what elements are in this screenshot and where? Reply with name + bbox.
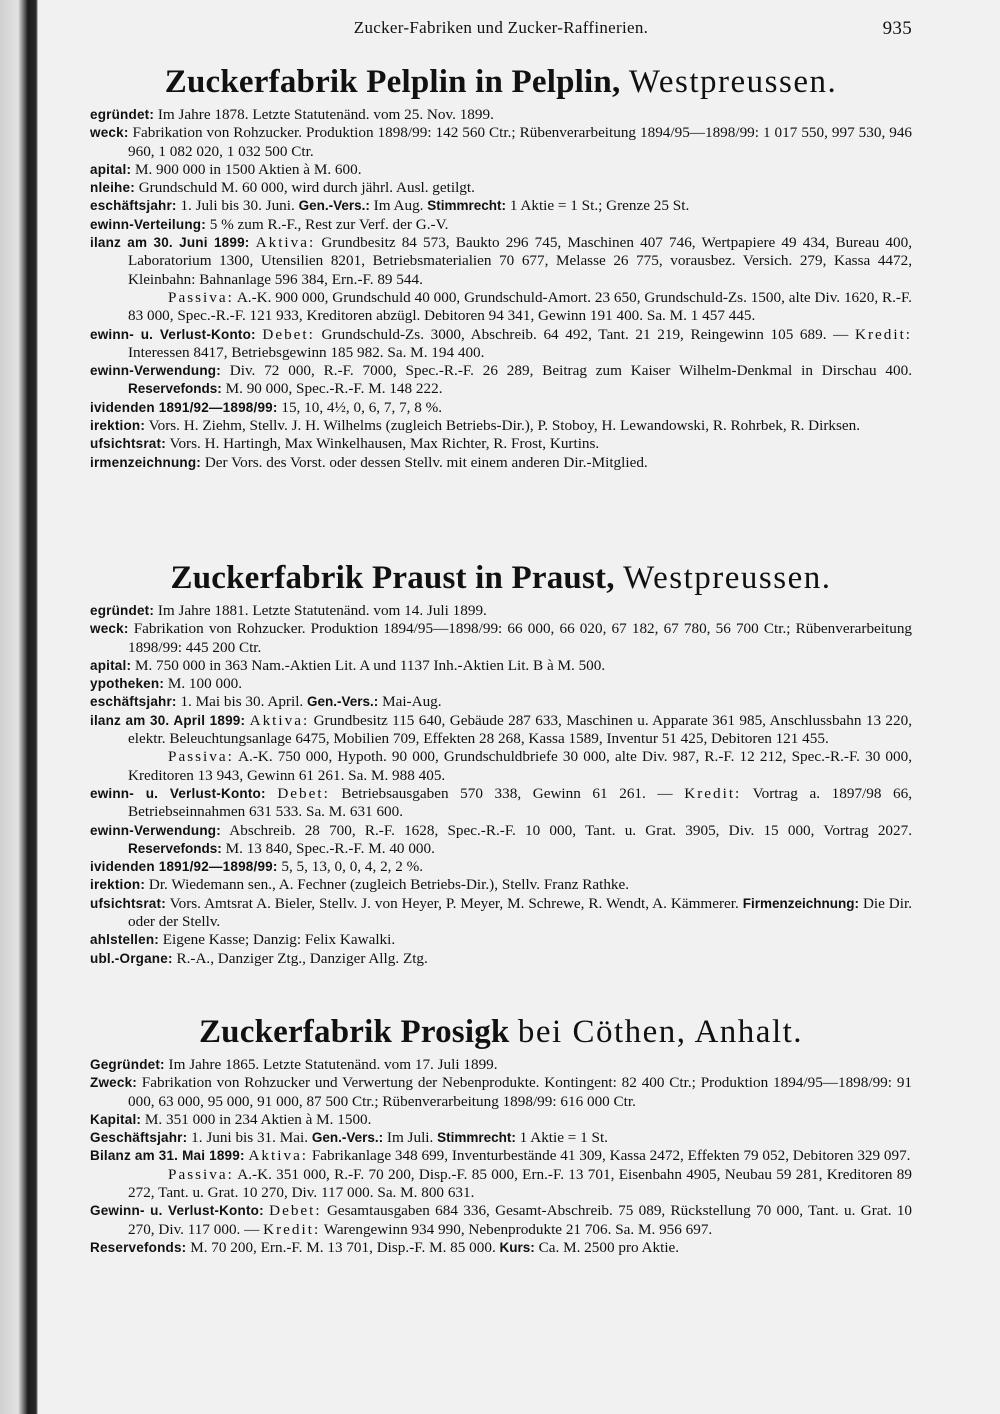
- label: eschäftsjahr:: [90, 198, 177, 214]
- label: Kurs:: [499, 1239, 535, 1255]
- passiva-word: Passiva:: [168, 288, 234, 306]
- pelplin-title: [90, 60, 912, 104]
- pelplin-passiva: [90, 289, 912, 326]
- value: Vors. H. Hartingh, Max Winkelhausen, Max Richter, R. Frost, Kurtins.: [169, 435, 600, 453]
- value: Fabrikation von Rohzucker. Produktion 1894/95—1898/99: 66 000, 66 020, 67 182, 67 780, 56 700 Ctr.; Rübenverarbeitung 1898/99: 445 200 Ctr.: [128, 620, 913, 656]
- label: ahlstellen:: [90, 932, 159, 948]
- kredit-word: Kredit:: [263, 1220, 321, 1238]
- value: Interessen 8417, Betriebsgewinn 185 982. Sa. M. 194 400.: [128, 343, 485, 361]
- value: Grundbesitz 84 573, Baukto 296 745, Maschinen 407 746, Wertpapiere 49 434, Bureau 400, Laboratorium 1300, Utensilien 8201, Betriebsmaterialien 70 677, Melasse 26 775, vorausbez. Versich. 279, Kassa 4472, Kleinbahn: Bahnanlage 596 384, Ern.-F. 89 544.: [128, 234, 913, 288]
- value: Grundschuld-Zs. 3000, Abschreib. 64 492, Tant. 21 219, Reingewinn 105 689. —: [321, 325, 849, 343]
- label: ewinn- u. Verlust-Konto:: [90, 785, 266, 801]
- prosigk-title: [90, 1010, 912, 1054]
- value: Vortrag a. 1897/98 66, Betriebseinnahmen 631 533. Sa. M. 631 600.: [128, 784, 913, 821]
- label: ufsichtsrat:: [90, 895, 166, 911]
- praust-bilanz: [90, 712, 912, 749]
- value: R.-A., Danziger Ztg., Danziger Allg. Ztg.: [176, 949, 428, 967]
- value: Im Jahre 1878. Letzte Statutenänd. vom 25. Nov. 1899.: [157, 106, 494, 123]
- value: M. 351 000 in 234 Aktien à M. 1500.: [144, 1110, 372, 1128]
- value: Fabrikanlage 348 699, Inventurbestände 41 309, Kassa 2472, Effekten 79 052, Debitoren 329 097.: [311, 1147, 911, 1165]
- prosigk-passiva: [90, 1166, 912, 1203]
- kredit-word: Kredit:: [854, 325, 913, 343]
- praust-gegruendet: [90, 602, 912, 620]
- value: 5 % zum R.-F., Rest zur Verf. der G.-V.: [209, 215, 449, 233]
- kredit-word: Kredit:: [684, 784, 742, 802]
- value: Die Dir. oder der Stellv.: [128, 894, 913, 931]
- label: irektion:: [90, 418, 146, 434]
- value: Grundbesitz 115 640, Gebäude 287 633, Maschinen u. Apparate 361 985, Anschlussbahn 13 220, elektr. Beleuchtungsanlage 6475, Mobilien 709, Effekten 28 268, Kassa 1589, Inventur 51 425, Debitoren 121 455.: [128, 711, 912, 748]
- label: ypotheken:: [90, 676, 165, 692]
- value: M. 750 000 in 363 Nam.-Aktien Lit. A und 1137 Inh.-Aktien Lit. B à M. 500.: [134, 656, 606, 674]
- value: Im Juli.: [386, 1129, 434, 1147]
- section-prosigk: [90, 1010, 912, 1257]
- label: ividenden 1891/92—1898/99:: [90, 859, 278, 875]
- book-binding-shadow: [0, 0, 38, 1414]
- value: Div. 72 000, R.-F. 7000, Spec.-R.-F. 26 289, Beitrag zum Kaiser Wilhelm-Denkmal in Dirschau 400.: [229, 362, 913, 380]
- pelplin-bilanz: [90, 234, 912, 289]
- label: ewinn-Verwendung:: [90, 822, 221, 838]
- label: Stimmrecht:: [437, 1130, 516, 1146]
- pelplin-title-location: Westpreussen.: [628, 64, 838, 100]
- label: ewinn-Verwendung:: [90, 363, 221, 379]
- praust-title-main: Zuckerfabrik Praust in Praust,: [170, 560, 615, 596]
- debet-word: Debet:: [269, 1202, 322, 1220]
- label: ubl.-Organe:: [90, 950, 173, 966]
- value: M. 100 000.: [167, 675, 243, 693]
- value: Fabrikation von Rohzucker. Produktion 1898/99: 142 560 Ctr.; Rübenverarbeitung 1894/95—1898/99: 1 017 550, 997 530, 946 960, 1 082 020, 1 032 500 Ctr.: [128, 124, 913, 160]
- praust-direktion: [90, 876, 912, 894]
- pelplin-aufsichtsrat: [90, 435, 912, 453]
- header-title: Zucker-Fabriken und Zucker-Raffinerien.: [353, 18, 649, 37]
- passiva-word: Passiva:: [168, 748, 234, 766]
- praust-dividenden: [90, 858, 912, 876]
- praust-geschaeftsjahr: [90, 693, 912, 711]
- label: Kapital:: [90, 1111, 142, 1127]
- label: Gewinn- u. Verlust-Konto:: [90, 1203, 264, 1219]
- value: Gesamtausgaben 684 336, Gesamt-Abschreib. 75 089, Rückstellung 70 000, Tant. u. Grat. 10 270, Div. 117 000. —: [128, 1202, 913, 1238]
- praust-title: [90, 556, 912, 600]
- value: 15, 10, 4½, 0, 6, 7, 7, 8 %.: [281, 398, 443, 416]
- praust-kapital: [90, 657, 912, 675]
- label: ilanz am 30. Juni 1899:: [90, 235, 250, 251]
- debet-word: Debet:: [262, 325, 315, 343]
- prosigk-guv: [90, 1202, 912, 1239]
- value: Grundschuld M. 60 000, wird durch jährl. Ausl. getilgt.: [138, 179, 475, 197]
- value: Vors. Amtsrat A. Bieler, Stellv. J. von Heyer, P. Meyer, M. Schrewe, R. Wendt, A. Kämmerer.: [169, 894, 739, 912]
- value: 1 Aktie = 1 St.; Grenze 25 St.: [509, 197, 690, 215]
- section-praust: [90, 556, 912, 968]
- prosigk-kapital: [90, 1111, 912, 1129]
- label: ewinn-Verteilung:: [90, 216, 206, 232]
- value: A.-K. 750 000, Hypoth. 90 000, Grundschuldbriefe 30 000, alte Div. 987, R.-F. 12 212, Spec.-R.-F. 30 000, Kreditoren 13 943, Gewinn 61 261. Sa. M. 988 405.: [128, 748, 912, 784]
- value: 1. Mai bis 30. April.: [180, 693, 304, 711]
- value: Abschreib. 28 700, R.-F. 1628, Spec.-R.-F. 10 000, Tant. u. Grat. 3905, Div. 15 000, Vortrag 2027.: [229, 821, 912, 839]
- value: 1 Aktie = 1 St.: [519, 1129, 608, 1147]
- value: Fabrikation von Rohzucker und Verwertung der Nebenprodukte. Kontingent: 82 400 Ctr.; Produktion 1894/95—1898/99: 91 000, 63 000, 95 000, 91 000, 87 500 Ctr.; Rübenverarbeitung 1898/99: 616 000 Ctr.: [128, 1074, 913, 1110]
- label: Reservefonds:: [128, 381, 222, 397]
- value: 1. Juni bis 31. Mai.: [191, 1129, 309, 1147]
- praust-gewinn-verwendung: [90, 822, 912, 859]
- value: Ca. M. 2500 pro Aktie.: [538, 1238, 680, 1256]
- value: Der Vors. des Vorst. oder dessen Stellv. mit einem anderen Dir.-Mitglied.: [204, 453, 648, 471]
- aktiva-word: Aktiva:: [248, 1147, 309, 1165]
- pelplin-guv: [90, 326, 912, 363]
- value: Im Jahre 1881. Letzte Statutenänd. vom 14. Juli 1899.: [157, 602, 487, 619]
- label: Reservefonds:: [90, 1239, 187, 1255]
- label: ilanz am 30. April 1899:: [90, 712, 246, 728]
- page-number: 935: [882, 18, 912, 39]
- label: apital:: [90, 161, 132, 177]
- section-pelplin: [90, 60, 912, 472]
- label: Zweck:: [90, 1075, 137, 1091]
- label: apital:: [90, 657, 132, 673]
- pelplin-gegruendet: [90, 106, 912, 124]
- value: Im Jahre 1865. Letzte Statutenänd. vom 17. Juli 1899.: [168, 1056, 498, 1073]
- prosigk-title-main: Zuckerfabrik Prosigk: [198, 1014, 510, 1050]
- running-header: [90, 18, 912, 42]
- value: M. 90 000, Spec.-R.-F. M. 148 222.: [225, 380, 443, 398]
- value: Vors. H. Ziehm, Stellv. J. H. Wilhelms (zugleich Betriebs-Dir.), P. Stoboy, H. Lewandowski, R. Rohrbek, R. Dirksen.: [148, 417, 861, 435]
- label: weck:: [90, 621, 129, 637]
- label: ewinn- u. Verlust-Konto:: [90, 326, 256, 342]
- value: Eigene Kasse; Danzig: Felix Kawalki.: [162, 931, 396, 949]
- value: Warengewinn 934 990, Nebenprodukte 21 706. Sa. M. 956 697.: [323, 1220, 713, 1238]
- pelplin-title-main: Zuckerfabrik Pelplin in Pelplin,: [164, 64, 621, 100]
- praust-hypotheken: [90, 675, 912, 693]
- pelplin-direktion: [90, 417, 912, 435]
- value: A.-K. 900 000, Grundschuld 40 000, Grundschuld-Amort. 23 650, Grundschuld-Zs. 1500, alte Div. 1620, R.-F. 83 000, Spec.-R.-F. 121 933, Kreditoren abzügl. Debitoren 94 341, Gewinn 191 400. Sa. M. 1 457 445.: [128, 288, 912, 325]
- pelplin-gewinn-verwendung: [90, 362, 912, 399]
- pelplin-zweck: [90, 124, 912, 161]
- label: Reservefonds:: [128, 840, 222, 856]
- prosigk-zweck: [90, 1074, 912, 1111]
- praust-zahlstellen: [90, 931, 912, 949]
- prosigk-geschaeftsjahr: [90, 1129, 912, 1147]
- praust-title-location: Westpreussen.: [623, 560, 832, 596]
- prosigk-bilanz: [90, 1147, 912, 1165]
- praust-passiva: [90, 748, 912, 785]
- label: eschäftsjahr:: [90, 694, 177, 710]
- label: irmenzeichnung:: [90, 454, 202, 470]
- label: Gen.-Vers.:: [311, 1130, 384, 1146]
- pelplin-dividenden: [90, 399, 912, 417]
- value: 5, 5, 13, 0, 0, 4, 2, 2 %.: [281, 858, 424, 876]
- value: 1. Juli bis 30. Juni.: [180, 197, 295, 215]
- label: egründet:: [90, 603, 155, 618]
- praust-guv: [90, 785, 912, 822]
- praust-zweck: [90, 620, 912, 657]
- label: egründet:: [90, 107, 155, 122]
- label: Bilanz am 31. Mai 1899:: [90, 1148, 245, 1164]
- value: M. 70 200, Ern.-F. M. 13 701, Disp.-F. M. 85 000.: [190, 1238, 496, 1256]
- value: Dr. Wiedemann sen., A. Fechner (zugleich Betriebs-Dir.), Stellv. Franz Rathke.: [148, 876, 630, 894]
- pelplin-geschaeftsjahr: [90, 197, 912, 215]
- label: Gegründet:: [90, 1057, 165, 1072]
- label: ufsichtsrat:: [90, 436, 166, 452]
- praust-publ-organe: [90, 950, 912, 968]
- label: Gen.-Vers.:: [298, 198, 370, 214]
- aktiva-word: Aktiva:: [255, 234, 316, 252]
- pelplin-gewinn-verteilung: [90, 216, 912, 234]
- value: Mai-Aug.: [382, 693, 442, 711]
- label: Stimmrecht:: [427, 198, 507, 214]
- label: ividenden 1891/92—1898/99:: [90, 399, 278, 415]
- praust-aufsichtsrat: [90, 895, 912, 932]
- passiva-word: Passiva:: [168, 1165, 234, 1183]
- pelplin-anleihe: [90, 179, 912, 197]
- label: weck:: [90, 125, 129, 141]
- label: Geschäftsjahr:: [90, 1130, 188, 1146]
- label: nleihe:: [90, 180, 135, 196]
- aktiva-word: Aktiva:: [249, 711, 310, 729]
- value: M. 13 840, Spec.-R.-F. M. 40 000.: [225, 839, 435, 857]
- pelplin-kapital: [90, 161, 912, 179]
- prosigk-gegruendet: [90, 1056, 912, 1074]
- pelplin-firmenzeichnung: [90, 454, 912, 472]
- value: M. 900 000 in 1500 Aktien à M. 600.: [134, 160, 362, 178]
- prosigk-reservefonds: [90, 1239, 912, 1257]
- prosigk-title-location: bei Cöthen, Anhalt.: [517, 1014, 804, 1050]
- debet-word: Debet:: [277, 784, 330, 802]
- value: Betriebsausgaben 570 338, Gewinn 61 261. —: [341, 784, 673, 802]
- label: Firmenzeichnung:: [742, 895, 859, 911]
- label: Gen.-Vers.:: [307, 694, 379, 710]
- value: Im Aug.: [373, 197, 424, 215]
- value: A.-K. 351 000, R.-F. 70 200, Disp.-F. 85 000, Ern.-F. 13 701, Eisenbahn 4905, Neubau 59 281, Kreditoren 89 272, Tant. u. Grat. 10 270, Div. 117 000. Sa. M. 800 631.: [128, 1165, 912, 1202]
- label: irektion:: [90, 877, 146, 893]
